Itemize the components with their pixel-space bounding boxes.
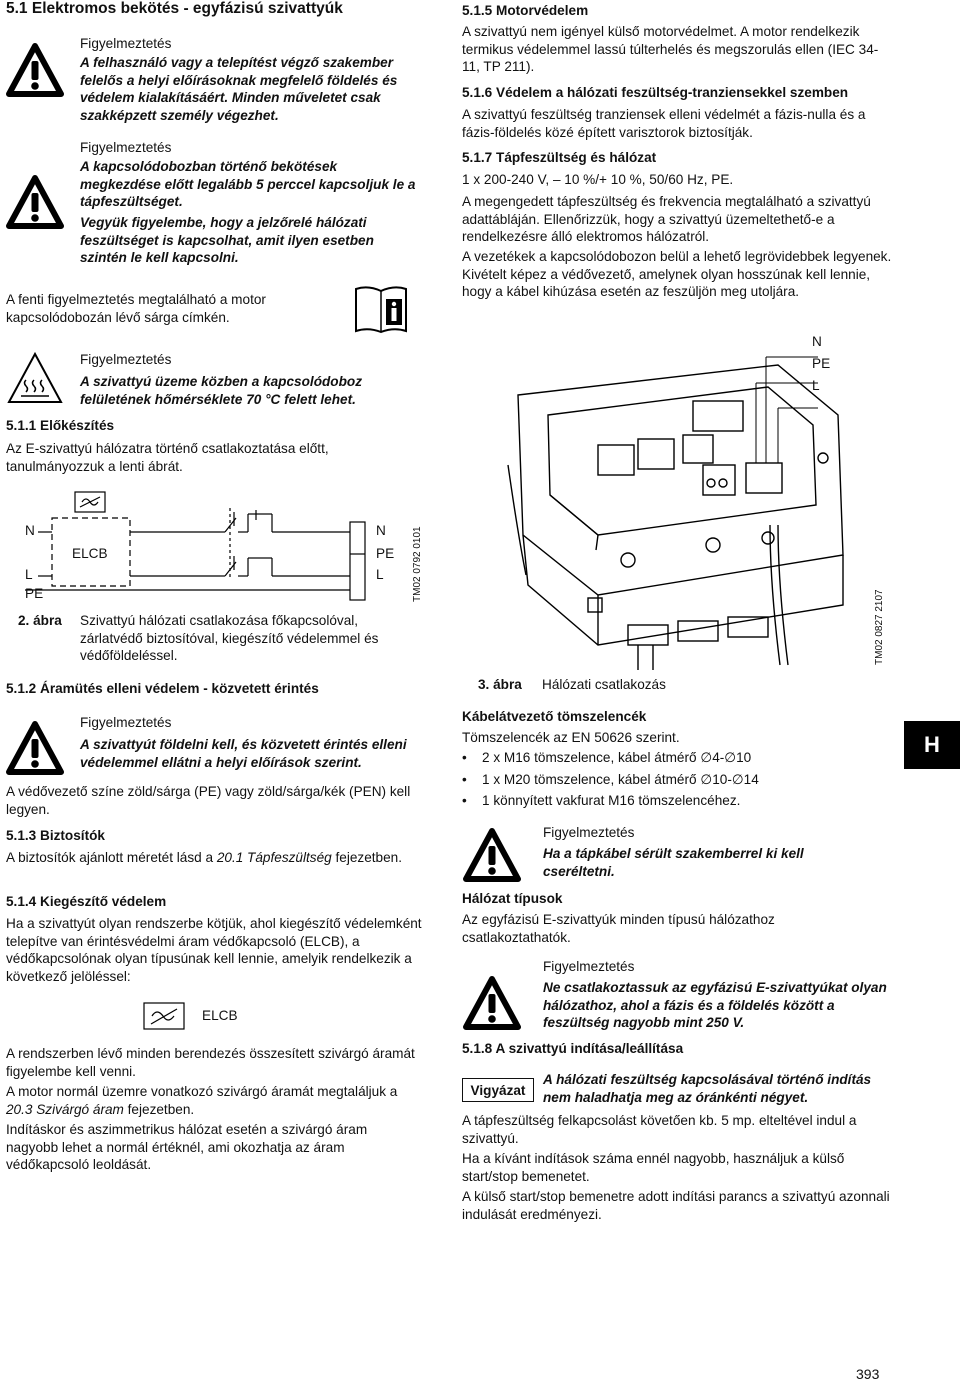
list-item: • 1 könnyített vakfurat M16 tömszelencéhez.: [462, 792, 862, 810]
section-heading: 5.1.8 A szivattyú indítása/leállítása: [462, 1041, 684, 1056]
diagram-label: N: [376, 523, 386, 538]
section-heading: 5.1.6 Védelem a hálózati feszültség-tranziensekkel szemben: [462, 85, 849, 100]
warning-text: Ha a tápkábel sérült szakemberrel ki kell cseréltetni.: [543, 846, 804, 879]
paragraph: A külső start/stop bemenetre adott indítási parancs a szivattyú azonnali indulását eredményezi.: [462, 1189, 890, 1222]
warning-label: Figyelmeztetés: [80, 352, 172, 367]
section-heading: Kábelátvezető tömszelencék: [462, 709, 647, 724]
section-heading: 5.1.7 Tápfeszültség és hálózat: [462, 150, 657, 165]
paragraph: 1 x 200-240 V, – 10 %/+ 10 %, 50/60 Hz, PE.: [462, 172, 734, 187]
warning-triangle-icon: [5, 42, 65, 98]
diagram-label: PE: [25, 586, 44, 601]
paragraph: Az egyfázisú E-szivattyúk minden típusú hálózathoz csatlakoztathatók.: [462, 912, 775, 945]
paragraph: A szivattyú nem igényel külső motorvédelmet. A motor rendelkezik termikus védelemmel lassú túlterhelés és megszorulás ellen (IEC 34-11, TP 211).: [462, 24, 879, 74]
paragraph: A rendszerben lévő minden berendezés összesített szivárgó áramát figyelembe kell venni.: [6, 1046, 415, 1079]
warning-triangle-icon: [5, 720, 65, 776]
diagram-label: N: [25, 523, 35, 538]
list-item: • 1 x M20 tömszelence, kábel átmérő ∅10-∅14: [462, 771, 862, 789]
warning-text: A szivattyút földelni kell, és közvetett érintés elleni védelemmel ellátni a helyi előírások szerint.: [80, 737, 407, 770]
language-tab: H: [904, 721, 960, 769]
diagram-label: ELCB: [72, 546, 108, 561]
section-heading: 5.1.1 Előkészítés: [6, 418, 115, 433]
warning-label: Figyelmeztetés: [543, 959, 635, 974]
page-number: 393: [856, 1366, 880, 1382]
paragraph: A motor normál üzemre vonatkozó szivárgó áramát megtaláljuk a 20.3 Szivárgó áram fejezetben.: [6, 1084, 398, 1117]
warning-triangle-icon: [462, 975, 522, 1031]
paragraph: Az E-szivattyú hálózatra történő csatlakoztatása előtt, tanulmányozzuk a lenti ábrát.: [6, 441, 329, 474]
warning-text: Vegyük figyelembe, hogy a jelzőrelé hálózati feszültséget is kapcsolhat, amit ilyen esetben szintén le kell kapcsolni.: [80, 215, 374, 265]
paragraph: A védővezető színe zöld/sárga (PE) vagy zöld/sárga/kék (PEN) kell legyen.: [6, 784, 411, 817]
paragraph: A tápfeszültség felkapcsolást követően kb. 5 mp. elteltével indul a szivattyú.: [462, 1113, 857, 1146]
caution-badge: Vigyázat: [462, 1078, 534, 1102]
warning-text: A felhasználó vagy a telepítést végző szakember felelős a helyi előírásoknak megfelelő földelés és védelem kialakításáért. Minden műveletet csak szakképzett személy végezhet.: [80, 55, 398, 123]
warning-text: Ne csatlakoztassuk az egyfázisú E-szivattyúkat olyan hálózathoz, ahol a fázis és a földelés között a feszültség nagyobb mint 250 V.: [543, 980, 887, 1030]
paragraph: Ha a szivattyút olyan rendszerbe kötjük, ahol kiegészítő védelemként telepítve van érintésvédelmi áram védőkapcsoló (ELCB), a védőkapcsolónak olyan típusúnak kell lennie, amelyik rendelkezik a következő jelöléssel:: [6, 916, 422, 984]
figure-caption: Szivattyú hálózati csatlakozása főkapcsolóval, zárlatvédő biztosítóval, kiegészítő védelemmel és védőföldeléssel.: [80, 613, 379, 663]
section-heading: 5.1.2 Áramütés elleni védelem - közvetett érintés: [6, 681, 319, 696]
manual-info-icon: [352, 285, 410, 335]
paragraph: A biztosítók ajánlott méretét lásd a 20.1 Tápfeszültség fejezetben.: [6, 850, 402, 865]
paragraph: A szivattyú feszültség tranziensek elleni védelmét a fázis-nulla és a fázis-földelés közé épített varisztorok biztosítják.: [462, 107, 866, 140]
warning-label: Figyelmeztetés: [543, 825, 635, 840]
photo-label: N: [812, 334, 822, 349]
gland-list: [462, 749, 862, 814]
paragraph: Ha a kívánt indítások száma ennél nagyobb, használjuk a külső start/stop bemenetet.: [462, 1151, 845, 1184]
warning-text: A kapcsolódobozban történő bekötések megkezdése előtt legalább 5 perccel kapcsoljuk le a tápfeszültséget.: [80, 159, 416, 209]
photo-label: PE: [812, 356, 831, 371]
warning-label: Figyelmeztetés: [80, 715, 172, 730]
section-heading: 5.1.5 Motorvédelem: [462, 3, 589, 18]
elcb-label: ELCB: [202, 1008, 238, 1023]
figure-caption: Hálózati csatlakozás: [542, 677, 666, 692]
list-item: • 2 x M16 tömszelence, kábel átmérő ∅4-∅10: [462, 749, 862, 767]
paragraph: Indításkor és aszimmetrikus hálózat esetén a szivárgó áram nagyobb lehet a normál értéknél, ami okozhatja az áram védőkapcsoló leoldását.: [6, 1122, 368, 1172]
photo-label: L: [812, 378, 820, 393]
warning-label: Figyelmeztetés: [80, 140, 172, 155]
caution-text: A hálózati feszültség kapcsolásával történő indítás nem haladhatja meg az óránkénti négyet.: [543, 1072, 872, 1105]
paragraph: Tömszelencék az EN 50626 szerint.: [462, 730, 680, 745]
section-heading: Hálózat típusok: [462, 891, 563, 906]
diagram-label: L: [25, 567, 33, 582]
warning-label: Figyelmeztetés: [80, 36, 172, 51]
info-text: A fenti figyelmeztetés megtalálható a motor kapcsolódobozán lévő sárga címkén.: [6, 292, 266, 325]
section-heading: 5.1.3 Biztosítók: [6, 828, 105, 843]
diagram-label: L: [376, 567, 384, 582]
section-heading: 5.1.4 Kiegészítő védelem: [6, 894, 167, 909]
elcb-mark-icon: [143, 1002, 185, 1030]
section-heading: 5.1 Elektromos bekötés - egyfázisú szivattyúk: [6, 0, 343, 17]
warning-triangle-icon: [462, 827, 522, 883]
figure-code: TM02 0827 2107: [874, 589, 885, 665]
paragraph: A megengedett tápfeszültség és frekvencia megtalálható a szivattyú adattábláján. Ellenőrizzük, hogy a szivattyú üzemeltethető-e a rendelkezésre álló elektromos hálózatról.: [462, 194, 871, 244]
hot-surface-icon: [5, 350, 65, 406]
figure-code: TM02 0792 0101: [412, 526, 423, 602]
figure-number: 2. ábra: [18, 613, 62, 628]
warning-triangle-icon: [5, 174, 65, 230]
paragraph: A vezetékek a kapcsolódobozon belül a lehető legrövidebbek legyenek. Kivételt képez a védővezető, amelynek olyan hosszúnak kell lennie, hogy a kábel kihúzása esetén az feszüljön meg utoljára.: [462, 249, 892, 299]
diagram-label: PE: [376, 546, 395, 561]
figure-number: 3. ábra: [478, 677, 522, 692]
warning-text: A szivattyú üzeme közben a kapcsolódoboz felületének hőmérséklete 70 °C felett lehet.: [80, 374, 363, 407]
